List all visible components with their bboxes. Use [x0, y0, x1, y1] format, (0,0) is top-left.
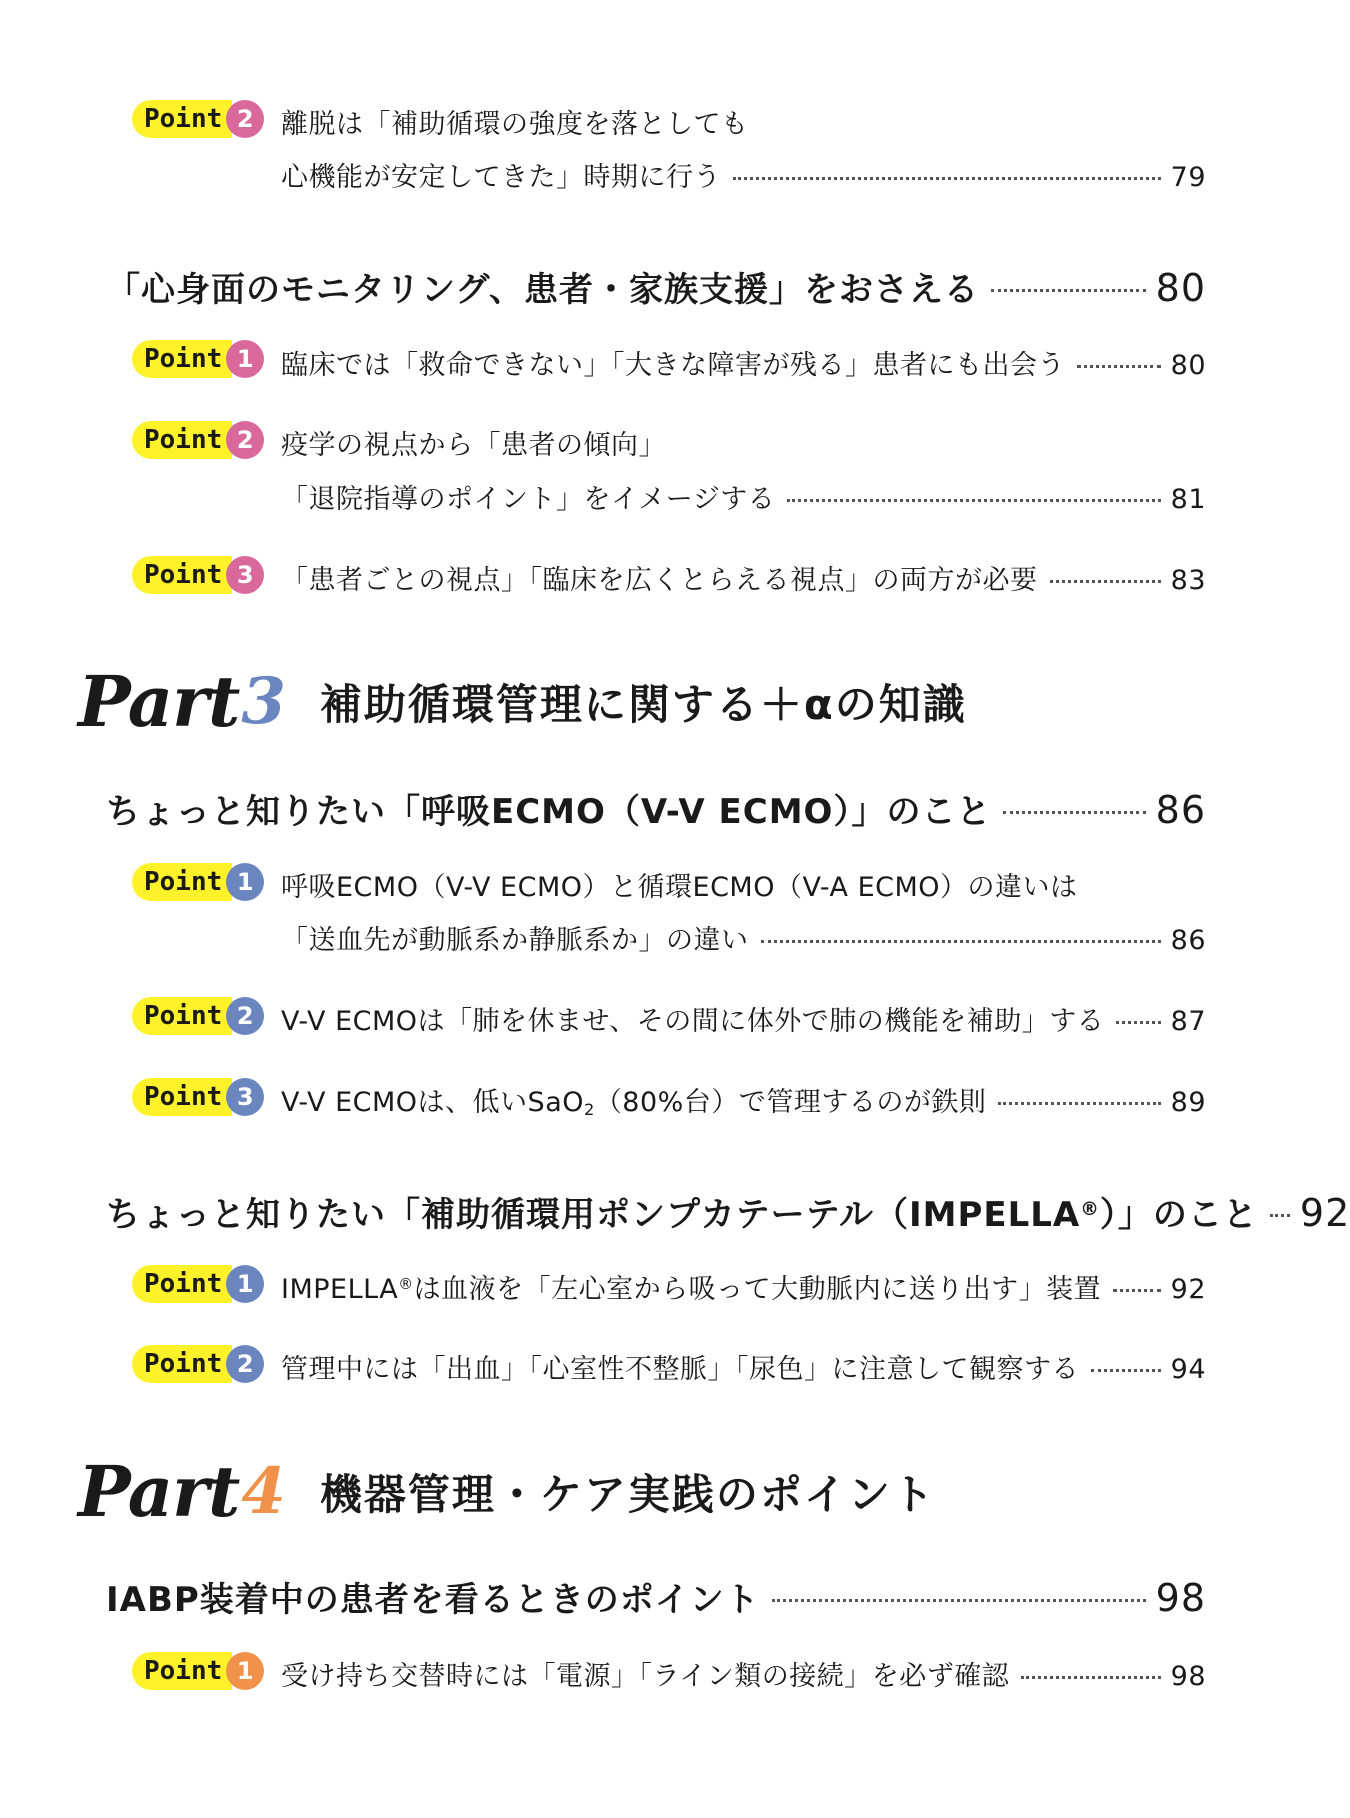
dot-leader [1050, 580, 1161, 583]
point-badge [132, 996, 264, 1036]
page-number: 80 [1155, 266, 1206, 310]
registered-mark: ® [1080, 1198, 1100, 1220]
page-number: 92 [1170, 1274, 1206, 1305]
point-badge-label: Point [132, 997, 232, 1035]
point-badge [132, 1344, 264, 1384]
entry-line-2 [281, 155, 1206, 194]
entry-line-1 [281, 558, 1206, 597]
point-badge-number: 2 [226, 997, 264, 1035]
point-badge-label: Point [132, 556, 232, 594]
point-badge-label: Point [132, 863, 232, 901]
section-title: 「心身面のモニタリング、患者・家族支援」をおさえる [106, 270, 979, 310]
entry-text: 呼吸ECMO（V-V ECMO）と循環ECMO（V-A ECMO）の違いは [281, 872, 1078, 903]
point-badge-label: Point [132, 340, 232, 378]
entry-line-1 [281, 1347, 1206, 1386]
entry-text: 疫学の視点から「患者の傾向」 [281, 430, 666, 461]
subscript: 2 [584, 1100, 595, 1120]
section-title-part: ちょっと知りたい「補助循環用ポンプカテーテル（IMPELLA [106, 1195, 1081, 1235]
point-badge [132, 1077, 264, 1117]
point-badge-label: Point [132, 1345, 232, 1383]
page-number: 98 [1170, 1661, 1206, 1692]
section-title-part: ）」のこと [1099, 1195, 1258, 1235]
part-3-heading[interactable] [78, 660, 967, 743]
dot-leader [1270, 1214, 1290, 1217]
page-number: 86 [1155, 788, 1206, 832]
section-title: ちょっと知りたい「呼吸ECMO（V-V ECMO）」のこと [106, 792, 992, 832]
point-badge [132, 99, 264, 139]
point-badge [132, 420, 264, 460]
section-line [106, 1187, 1350, 1236]
point-badge [132, 555, 264, 595]
entry-line-1 [281, 102, 1206, 141]
entry-line-1 [281, 423, 1206, 462]
section-line [106, 262, 1206, 311]
page-number: 79 [1170, 162, 1206, 193]
entry-line-1 [281, 1080, 1206, 1119]
entry-text: 「患者ごとの視点」「臨床を広くとらえる視点」の両方が必要 [281, 565, 1038, 596]
section-line [106, 1572, 1206, 1621]
entry-line-1 [281, 999, 1206, 1038]
dot-leader [1116, 1021, 1160, 1024]
part-4-heading[interactable] [78, 1450, 936, 1533]
entry-text: 臨床では「救命できない」「大きな障害が残る」患者にも出会う [281, 350, 1065, 381]
point-badge-number: 1 [226, 1652, 264, 1690]
dot-leader [772, 1599, 1146, 1602]
entry-line-1 [281, 1654, 1206, 1693]
entry-text-part: V-V ECMOは、低いSaO [281, 1087, 584, 1118]
entry-text [281, 1080, 986, 1119]
entry-text: 受け持ち交替時には「電源」「ライン類の接続」を必ず確認 [281, 1661, 1010, 1692]
point-badge [132, 862, 264, 902]
part-number: 4 [241, 1454, 286, 1529]
page-number: 87 [1170, 1006, 1206, 1037]
entry-line-1 [281, 343, 1206, 382]
page-number: 92 [1299, 1191, 1350, 1235]
entry-text: 管理中には「出血」「心室性不整脈」「尿色」に注意して観察する [281, 1354, 1079, 1385]
entry-line-2 [281, 918, 1206, 957]
part-label: Part [78, 660, 240, 743]
page-number: 86 [1170, 925, 1206, 956]
point-badge-number: 2 [226, 100, 264, 138]
entry-line-1 [281, 865, 1206, 904]
entry-text: 「退院指導のポイント」をイメージする [281, 484, 776, 515]
point-badge-number: 2 [226, 421, 264, 459]
dot-leader [991, 289, 1146, 292]
point-badge-label: Point [132, 1265, 232, 1303]
part-label: Part [78, 1450, 240, 1533]
point-badge [132, 1264, 264, 1304]
dot-leader [998, 1102, 1160, 1105]
point-badge-number: 3 [226, 1078, 264, 1116]
section-title: IABP装着中の患者を看るときのポイント [106, 1580, 760, 1620]
entry-text-part: IMPELLA [281, 1274, 399, 1305]
page-number: 98 [1155, 1576, 1206, 1620]
point-badge-label: Point [132, 1652, 232, 1690]
dot-leader [787, 499, 1160, 502]
dot-leader [1113, 1289, 1161, 1292]
entry-line-1 [281, 1267, 1206, 1306]
page-number: 83 [1170, 565, 1206, 596]
point-badge-number: 1 [226, 863, 264, 901]
dot-leader [1077, 365, 1161, 368]
entry-text-part: は血液を「左心室から吸って大動脈内に送り出す」装置 [413, 1274, 1102, 1305]
entry-text-part: （80%台）で管理するのが鉄則 [594, 1087, 987, 1118]
entry-text: 「送血先が動脈系か静脈系か」の違い [281, 925, 749, 956]
page-number: 80 [1170, 350, 1206, 381]
registered-mark: ® [398, 1275, 414, 1294]
point-badge-number: 1 [226, 1265, 264, 1303]
entry-text: 離脱は「補助循環の強度を落としても [281, 109, 749, 140]
dot-leader [733, 177, 1161, 180]
part-number: 3 [241, 664, 286, 739]
entry-text: V-V ECMOは「肺を休ませ、その間に体外で肺の機能を補助」する [281, 1006, 1105, 1037]
point-badge-label: Point [132, 100, 232, 138]
point-badge-number: 2 [226, 1345, 264, 1383]
point-badge [132, 339, 264, 379]
point-badge [132, 1651, 264, 1691]
page-number: 94 [1170, 1354, 1206, 1385]
page-number: 81 [1170, 484, 1206, 515]
part-title: 機器管理・ケア実践のポイント [319, 1469, 936, 1519]
point-badge-number: 1 [226, 340, 264, 378]
entry-text: 心機能が安定してきた」時期に行う [281, 162, 721, 193]
dot-leader [1021, 1676, 1160, 1679]
point-badge-label: Point [132, 421, 232, 459]
page-number: 89 [1170, 1087, 1206, 1118]
entry-text [281, 1267, 1101, 1306]
point-badge-number: 3 [226, 556, 264, 594]
section-title [106, 1187, 1258, 1236]
section-line [106, 784, 1206, 833]
dot-leader [761, 940, 1161, 943]
dot-leader [1003, 811, 1145, 814]
entry-line-2 [281, 477, 1206, 516]
part-title: 補助循環管理に関する＋αの知識 [319, 679, 967, 729]
dot-leader [1091, 1369, 1161, 1372]
point-badge-label: Point [132, 1078, 232, 1116]
